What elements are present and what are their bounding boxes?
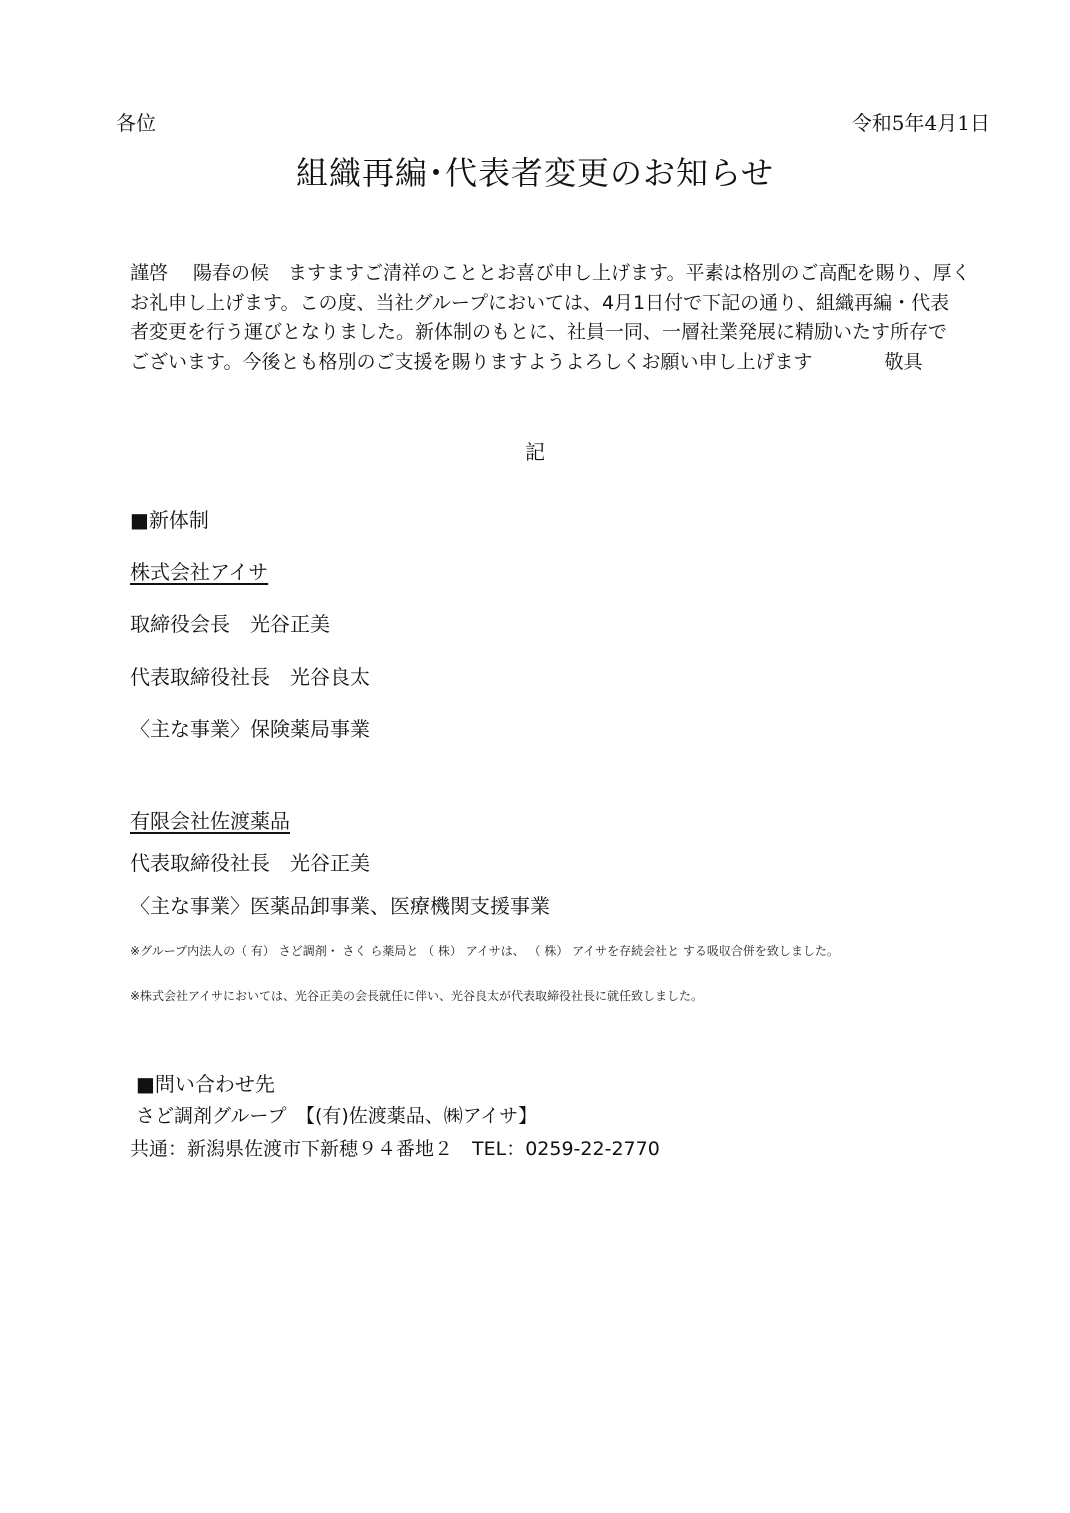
business-row: 〈主な事業〉保険薬局事業 [130, 717, 370, 741]
closing-keigu: 敬具 [884, 350, 923, 373]
company-name-aisa: 株式会社アイサ [130, 560, 269, 584]
issue-date: 令和5年4月1日 [851, 111, 990, 135]
contact-address: 共通：新潟県佐渡市下新穂９４番地２ TEL：0259-22-2770 [130, 1138, 660, 1160]
contact-group: さど調剤グループ 【(有)佐渡薬品、㈱アイサ】 [136, 1105, 538, 1127]
business-row: 〈主な事業〉医薬品卸事業、医療機関支援事業 [130, 894, 550, 918]
ki-heading: 記 [525, 440, 545, 464]
addressee: 各位 [116, 111, 156, 135]
company-name-sado: 有限会社佐渡薬品 [130, 809, 290, 833]
greeting-line: 者変更を行う運びとなりました。新体制のもとに、社員一同、一層社業発展に精励いたす所存で [130, 321, 948, 343]
greeting-line: 謹啓 陽春の候 ますますご清祥のこととお喜び申し上げます。平素は格別のご高配を賜り、厚く [130, 262, 971, 284]
contact-heading: ■問い合わせ先 [136, 1072, 275, 1096]
note-merger: ※グループ内法人の（ 有） さど調剤・ さく ら薬局と （ 株） アイサは、 （ 株） アイサを存続会社と する吸収合併を致しました。 [130, 944, 839, 958]
officer-row: 代表取締役社長 光谷正美 [130, 851, 370, 875]
greeting-line: お礼申し上げます。この度、当社グループにおいては、4月1日付で下記の通り、組織再編・代表 [130, 291, 950, 314]
note-appointment: ※株式会社アイサにおいては、光谷正美の会長就任に伴い、光谷良太が代表取締役社長に就任致しました。 [130, 989, 703, 1003]
greeting-line-text: ございます。今後とも格別のご支援を賜りますようよろしくお願い申し上げます [130, 350, 813, 373]
officer-row: 取締役会長 光谷正美 [130, 612, 330, 636]
new-structure-heading: ■新体制 [130, 508, 209, 532]
officer-row: 代表取締役社長 光谷良太 [130, 665, 370, 689]
greeting-paragraph [130, 259, 1030, 377]
page-title: 組織再編･代表者変更のお知らせ [295, 154, 775, 192]
greeting-line [130, 348, 1030, 378]
